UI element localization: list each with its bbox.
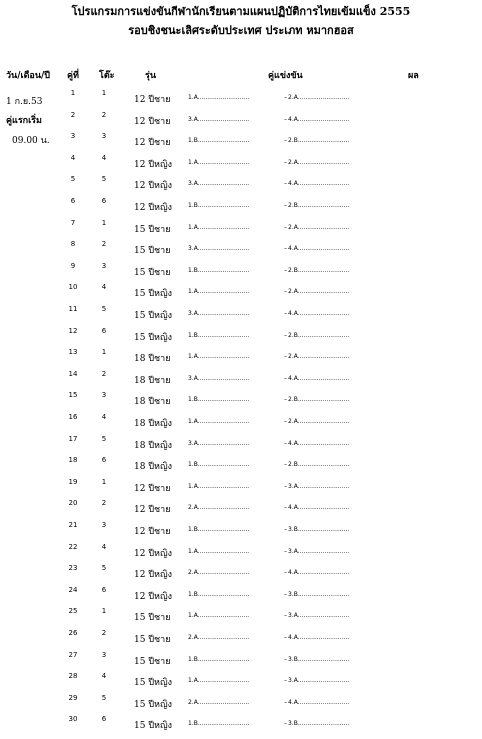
age-group: 15 ปีชาย	[134, 656, 171, 667]
versus-dash: –	[284, 180, 287, 188]
competitor-b-text: 2.B...........................	[288, 266, 350, 274]
age-group: 15 ปีหญิง	[134, 289, 173, 300]
pair-number: 3	[70, 132, 76, 141]
competitor-a-slot: 1.A...........................	[188, 547, 250, 555]
table-number: 5	[101, 693, 107, 702]
age-group: 18 ปีชาย	[134, 354, 171, 365]
pair-number: 28	[68, 672, 78, 681]
competitor-b-text: 3.B...........................	[288, 526, 350, 533]
competitor-b-slot	[284, 353, 349, 360]
competitor-b-text: 2.A...........................	[288, 158, 350, 166]
competitor-b-text: 4.A...........................	[288, 180, 350, 188]
versus-dash: –	[284, 223, 287, 231]
competitor-b-text: 2.A...........................	[288, 94, 350, 101]
table-number: 2	[101, 629, 107, 637]
pair-number: 8	[70, 240, 76, 249]
table-number: 1	[101, 607, 107, 616]
pair-number: 14	[68, 369, 78, 378]
table-number: 4	[101, 672, 107, 681]
age-group: 15 ปีชาย	[134, 267, 171, 278]
competitor-b-text: 4.A...........................	[288, 698, 350, 706]
versus-dash: –	[284, 547, 287, 555]
competitor-a-slot: 1.B...........................	[188, 266, 250, 274]
competitor-b-slot	[284, 180, 349, 187]
competitor-a-slot: 3.A...........................	[188, 115, 250, 123]
competitor-b-slot	[284, 548, 349, 555]
competitor-b-slot	[284, 591, 349, 598]
first-round-label: คู่แรกเริ่ม	[6, 116, 42, 126]
competitor-b-slot	[284, 310, 349, 317]
competitor-b-text: 3.A...........................	[288, 547, 350, 555]
age-group: 15 ปีชาย	[134, 613, 171, 624]
age-group: 18 ปีหญิง	[134, 462, 173, 473]
competitor-b-text: 2.A...........................	[288, 418, 350, 425]
versus-dash: –	[284, 245, 287, 253]
competitor-b-slot	[284, 483, 349, 490]
competitor-b-text: 2.A...........................	[288, 353, 350, 361]
competitor-a-slot: 2.A...........................	[188, 698, 250, 706]
age-group: 12 ปีชาย	[134, 505, 171, 516]
competitor-b-text: 2.B...........................	[288, 461, 350, 469]
versus-dash: –	[284, 418, 287, 425]
competitor-b-text: 4.A...........................	[288, 374, 350, 382]
versus-dash: –	[284, 698, 287, 706]
table-number: 6	[101, 715, 107, 724]
versus-dash: –	[284, 526, 287, 533]
table-number: 5	[101, 305, 107, 313]
column-header-competitors: คู่แข่งขัน	[268, 71, 303, 81]
competitor-a-slot: 1.A...........................	[188, 482, 250, 490]
age-group: 15 ปีหญิง	[134, 311, 173, 321]
versus-dash: –	[284, 634, 287, 641]
competitor-b-slot	[284, 288, 349, 295]
age-group: 18 ปีหญิง	[134, 419, 173, 429]
competitor-a-slot: 1.B...........................	[188, 461, 250, 469]
table-number: 2	[101, 110, 107, 119]
pair-number: 24	[68, 585, 78, 594]
pair-number: 10	[68, 283, 78, 292]
table-number: 1	[101, 218, 107, 227]
versus-dash: –	[284, 353, 287, 361]
versus-dash: –	[284, 482, 287, 490]
versus-dash: –	[284, 461, 287, 469]
competitor-b-slot	[284, 526, 349, 533]
table-number: 4	[101, 283, 107, 292]
competitor-b-slot	[284, 116, 349, 123]
competitor-a-slot: 1.A...........................	[188, 223, 250, 231]
competitor-a-slot: 3.A...........................	[188, 310, 250, 317]
age-group: 15 ปีหญิง	[134, 699, 173, 710]
age-group: 12 ปีหญิง	[134, 591, 173, 602]
table-number: 3	[101, 521, 107, 529]
age-group: 18 ปีหญิง	[134, 440, 173, 451]
competitor-b-text: 3.A...........................	[288, 612, 350, 620]
competitor-b-text: 4.A...........................	[288, 439, 350, 447]
competitor-b-slot	[284, 504, 349, 511]
table-number: 3	[101, 261, 107, 270]
table-number: 5	[101, 175, 107, 184]
competitor-b-text: 2.B...........................	[288, 396, 350, 404]
table-number: 3	[101, 391, 107, 400]
competitor-a-slot: 1.A...........................	[188, 94, 250, 101]
age-group: 12 ปีหญิง	[134, 203, 173, 213]
age-group: 12 ปีหญิง	[134, 570, 173, 581]
competitor-a-slot: 3.A...........................	[188, 245, 250, 253]
competitor-b-slot	[284, 332, 349, 339]
competitor-b-slot	[284, 569, 349, 576]
pair-number: 4	[70, 153, 76, 162]
pair-number: 26	[68, 629, 78, 637]
competitor-a-slot: 1.A...........................	[188, 158, 250, 166]
competitor-b-text: 4.A...........................	[288, 310, 350, 317]
page-title: โปรแกรมการแข่งขันกีฬานักเรียนตามแผนปฏิบัติการไทยเข้มแข็ง 2555	[71, 5, 411, 18]
competitor-a-slot: 1.B...........................	[188, 590, 250, 598]
pair-number: 29	[68, 693, 78, 702]
versus-dash: –	[284, 720, 287, 728]
competitor-b-text: 3.B...........................	[288, 655, 350, 663]
competitor-b-text: 3.B...........................	[288, 590, 350, 598]
pair-number: 21	[68, 521, 78, 529]
pair-number: 27	[68, 650, 78, 659]
competitor-b-slot	[284, 677, 349, 684]
versus-dash: –	[284, 202, 287, 209]
table-number: 5	[101, 564, 107, 573]
pair-number: 19	[68, 477, 78, 486]
competitor-a-slot: 3.A...........................	[188, 180, 250, 188]
table-number: 2	[101, 369, 107, 378]
table-number: 5	[101, 434, 107, 443]
competitor-b-text: 4.A...........................	[288, 504, 350, 512]
versus-dash: –	[284, 396, 287, 404]
versus-dash: –	[284, 115, 287, 123]
table-number: 2	[101, 240, 107, 249]
competitor-b-text: 4.A...........................	[288, 115, 350, 123]
versus-dash: –	[284, 612, 287, 620]
competitor-a-slot: 1.A...........................	[188, 612, 250, 620]
competitor-b-text: 2.A...........................	[288, 288, 350, 296]
competitor-b-text: 4.A...........................	[288, 634, 350, 641]
versus-dash: –	[284, 158, 287, 166]
competitor-b-slot	[284, 267, 349, 274]
competitor-b-slot	[284, 440, 349, 447]
age-group: 15 ปีหญิง	[134, 678, 173, 689]
pair-number: 1	[70, 89, 76, 97]
versus-dash: –	[284, 266, 287, 274]
competitor-b-text: 3.B...........................	[288, 720, 350, 728]
table-number: 6	[101, 197, 107, 205]
pair-number: 6	[70, 197, 76, 205]
column-header-result: ผล	[408, 71, 419, 81]
table-number: 4	[101, 542, 107, 551]
age-group: 18 ปีชาย	[134, 397, 171, 408]
table-number: 4	[101, 153, 107, 162]
competitor-b-text: 4.A...........................	[288, 245, 350, 253]
age-group: 12 ปีหญิง	[134, 181, 173, 192]
versus-dash: –	[284, 310, 287, 317]
versus-dash: –	[284, 439, 287, 447]
competitor-a-slot: 2.A...........................	[188, 569, 250, 577]
schedule-date: 1 ก.ย.53	[6, 97, 43, 107]
competitor-a-slot: 1.B...........................	[188, 137, 250, 145]
table-number: 6	[101, 585, 107, 594]
versus-dash: –	[284, 374, 287, 382]
age-group: 18 ปีชาย	[134, 375, 171, 386]
pair-number: 5	[70, 175, 76, 184]
age-group: 15 ปีชาย	[134, 635, 171, 645]
competitor-b-slot	[284, 159, 349, 166]
competitor-a-slot: 1.A...........................	[188, 418, 250, 425]
age-group: 15 ปีชาย	[134, 224, 171, 235]
competitor-a-slot: 2.A...........................	[188, 504, 250, 512]
table-number: 6	[101, 456, 107, 465]
table-number: 4	[101, 413, 107, 421]
competitor-b-slot	[284, 94, 349, 101]
versus-dash: –	[284, 331, 287, 339]
competitor-a-slot: 1.B...........................	[188, 720, 250, 728]
age-group: 15 ปีหญิง	[134, 332, 173, 343]
pair-number: 7	[70, 218, 76, 227]
competitor-b-text: 2.B...........................	[288, 202, 350, 209]
pair-number: 9	[70, 261, 76, 270]
table-number: 3	[101, 132, 107, 141]
competitor-a-slot: 3.A...........................	[188, 374, 250, 382]
table-number: 3	[101, 650, 107, 659]
versus-dash: –	[284, 137, 287, 145]
competitor-b-slot	[284, 612, 349, 619]
competitor-a-slot: 1.A...........................	[188, 353, 250, 361]
pair-number: 30	[68, 715, 78, 724]
competitor-a-slot: 1.B...........................	[188, 655, 250, 663]
competitor-b-slot	[284, 634, 349, 641]
competitor-a-slot: 1.B...........................	[188, 202, 250, 209]
competitor-b-slot	[284, 396, 349, 403]
column-header-pair: คู่ที่	[67, 71, 79, 81]
pair-number: 18	[68, 456, 78, 465]
competitor-b-text: 2.B...........................	[288, 331, 350, 339]
age-group: 12 ปีชาย	[134, 116, 171, 127]
competitor-b-slot	[284, 720, 349, 727]
column-header-table: โต๊ะ	[99, 71, 115, 81]
competitor-b-slot	[284, 375, 349, 382]
pair-number: 11	[68, 305, 78, 313]
competitor-b-slot	[284, 202, 349, 209]
column-header-age: รุ่น	[145, 71, 156, 81]
table-number: 6	[101, 326, 107, 335]
pair-number: 23	[68, 564, 78, 573]
start-time: 09.00 น.	[12, 136, 50, 146]
pair-number: 25	[68, 607, 78, 616]
pair-number: 15	[68, 391, 78, 400]
competitor-b-slot	[284, 245, 349, 252]
versus-dash: –	[284, 677, 287, 685]
pair-number: 16	[68, 413, 78, 421]
pair-number: 22	[68, 542, 78, 551]
competitor-b-text: 4.A...........................	[288, 569, 350, 577]
age-group: 15 ปีหญิง	[134, 721, 173, 732]
competitor-b-slot	[284, 656, 349, 663]
page-subtitle: รอบชิงชนะเลิศระดับประเทศ ประเภท หมากฮอส	[128, 24, 354, 37]
table-number: 1	[101, 477, 107, 486]
column-header-date: วัน/เดือน/ปี	[6, 71, 50, 81]
competitor-b-slot	[284, 137, 349, 144]
competitor-a-slot: 1.B...........................	[188, 396, 250, 404]
pair-number: 13	[68, 348, 78, 357]
age-group: 15 ปีชาย	[134, 246, 171, 257]
pair-number: 20	[68, 499, 78, 508]
competitor-a-slot: 1.A...........................	[188, 677, 250, 685]
age-group: 12 ปีหญิง	[134, 548, 173, 559]
competitor-a-slot: 1.B...........................	[188, 526, 250, 533]
competitor-a-slot: 1.A...........................	[188, 288, 250, 296]
age-group: 12 ปีชาย	[134, 527, 171, 537]
versus-dash: –	[284, 288, 287, 296]
versus-dash: –	[284, 504, 287, 512]
pair-number: 12	[68, 326, 78, 335]
table-number: 1	[101, 348, 107, 357]
competitor-a-slot: 3.A...........................	[188, 439, 250, 447]
competitor-a-slot: 2.A...........................	[188, 634, 250, 641]
versus-dash: –	[284, 655, 287, 663]
age-group: 12 ปีชาย	[134, 483, 171, 494]
table-number: 1	[101, 89, 107, 97]
competitor-b-text: 3.A...........................	[288, 677, 350, 685]
competitor-b-slot	[284, 418, 349, 425]
versus-dash: –	[284, 569, 287, 577]
competitor-b-slot	[284, 224, 349, 231]
competitor-a-slot: 1.B...........................	[188, 331, 250, 339]
competitor-b-slot	[284, 699, 349, 706]
versus-dash: –	[284, 94, 287, 101]
competitor-b-text: 2.A...........................	[288, 223, 350, 231]
age-group: 12 ปีหญิง	[134, 159, 173, 170]
competitor-b-text: 2.B...........................	[288, 137, 350, 145]
versus-dash: –	[284, 590, 287, 598]
table-number: 2	[101, 499, 107, 508]
age-group: 12 ปีชาย	[134, 138, 171, 149]
age-group: 12 ปีชาย	[134, 95, 171, 105]
competitor-b-text: 3.A...........................	[288, 482, 350, 490]
pair-number: 17	[68, 434, 78, 443]
pair-number: 2	[70, 110, 76, 119]
competitor-b-slot	[284, 461, 349, 468]
